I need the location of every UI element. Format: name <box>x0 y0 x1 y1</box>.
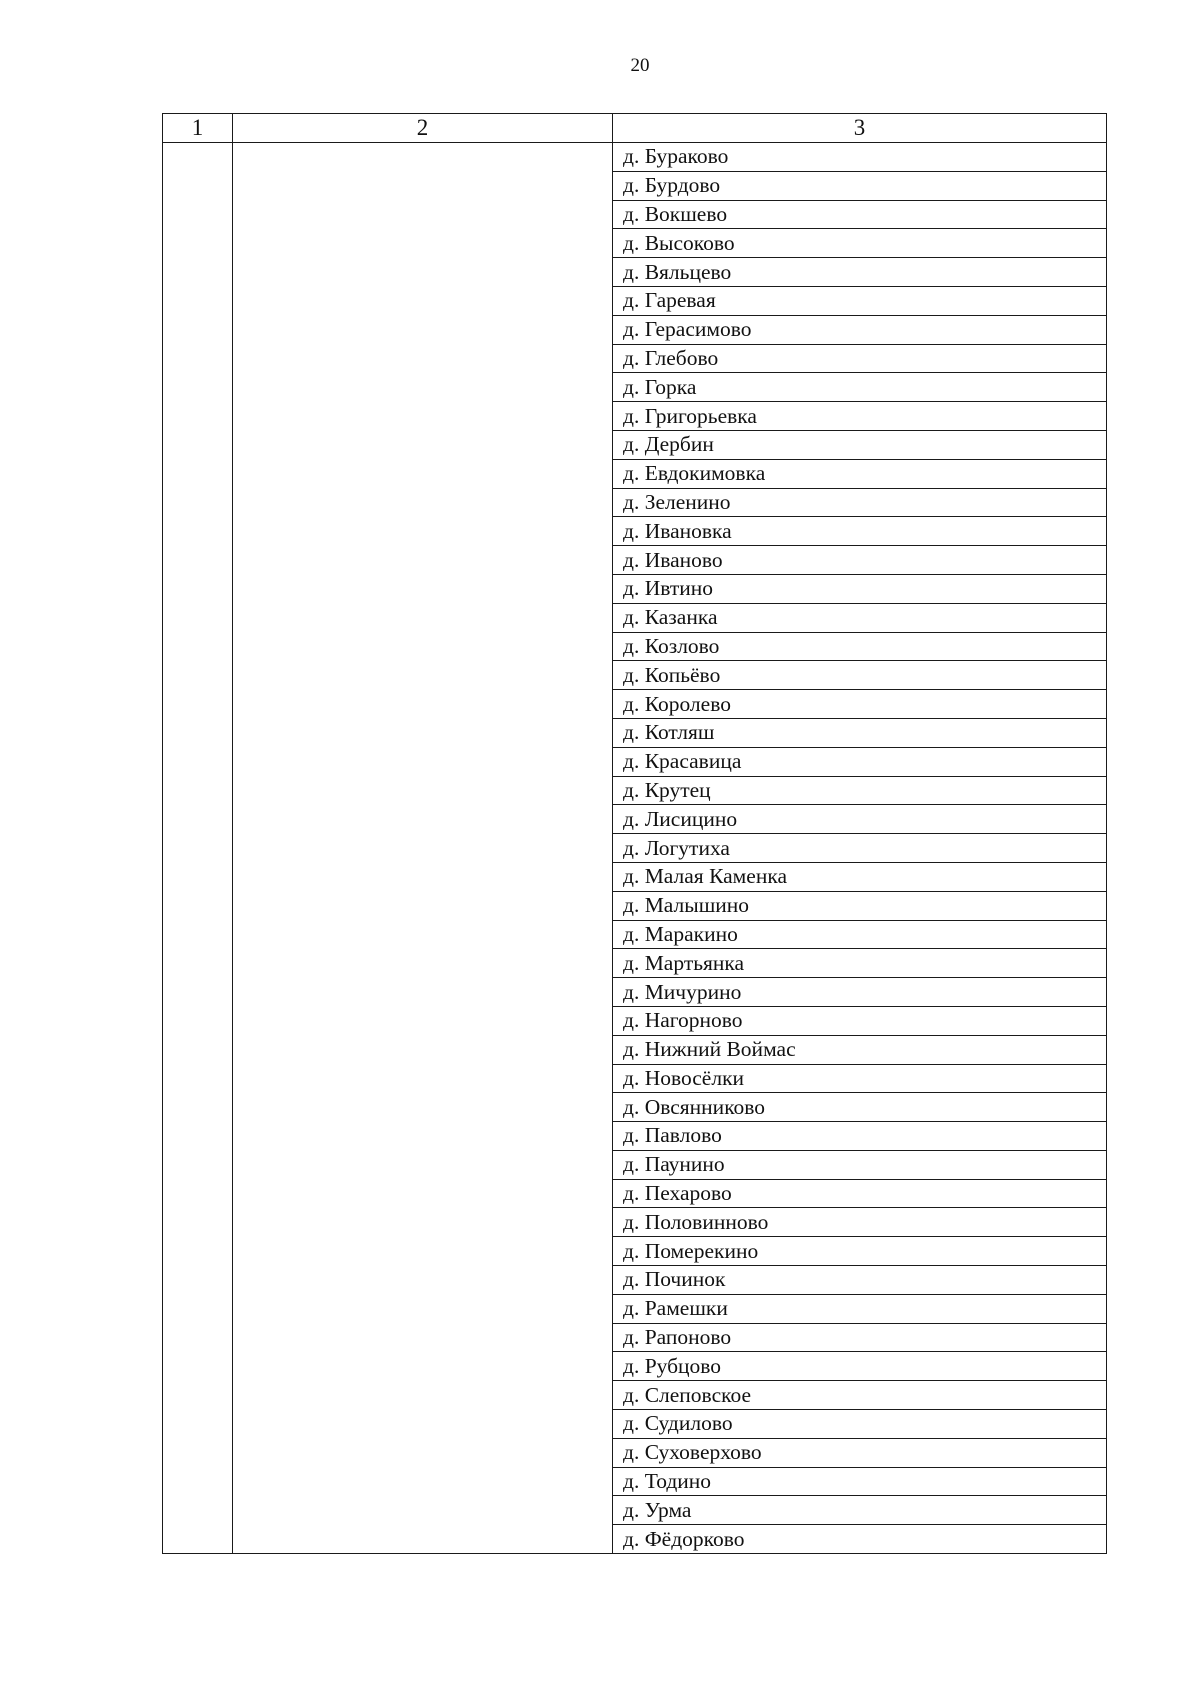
settlement-name: д. Казанка <box>613 603 1107 632</box>
settlement-name: д. Мартьянка <box>613 949 1107 978</box>
settlement-name: д. Котляш <box>613 718 1107 747</box>
settlement-name: д. Слеповское <box>613 1381 1107 1410</box>
settlement-name: д. Мичурино <box>613 978 1107 1007</box>
table-header-row <box>163 114 1107 143</box>
settlement-name: д. Зеленино <box>613 488 1107 517</box>
table-row <box>163 143 1107 172</box>
column-header-1: 1 <box>163 114 233 143</box>
settlement-name: д. Малая Каменка <box>613 862 1107 891</box>
settlement-name: д. Копьёво <box>613 661 1107 690</box>
settlement-name: д. Ивтино <box>613 574 1107 603</box>
settlement-name: д. Новосёлки <box>613 1064 1107 1093</box>
settlement-name: д. Красавица <box>613 747 1107 776</box>
settlement-name: д. Гаревая <box>613 286 1107 315</box>
settlement-name: д. Павлово <box>613 1122 1107 1151</box>
column-header-3: 3 <box>613 114 1107 143</box>
settlement-name: д. Паунино <box>613 1150 1107 1179</box>
settlement-name: д. Вяльцево <box>613 258 1107 287</box>
settlement-name: д. Рапоново <box>613 1323 1107 1352</box>
settlement-name: д. Дербин <box>613 430 1107 459</box>
settlement-name: д. Нагорново <box>613 1006 1107 1035</box>
settlement-name: д. Лисицино <box>613 805 1107 834</box>
settlement-name: д. Королево <box>613 690 1107 719</box>
settlement-name: д. Нижний Воймас <box>613 1035 1107 1064</box>
settlement-name: д. Половинново <box>613 1208 1107 1237</box>
settlement-name: д. Козлово <box>613 632 1107 661</box>
settlement-name: д. Евдокимовка <box>613 459 1107 488</box>
settlement-name: д. Малышино <box>613 891 1107 920</box>
settlement-name: д. Горка <box>613 373 1107 402</box>
settlement-name: д. Ивановка <box>613 517 1107 546</box>
settlement-name: д. Иваново <box>613 546 1107 575</box>
column-1-cell <box>163 143 233 1554</box>
settlement-name: д. Овсянниково <box>613 1093 1107 1122</box>
settlement-name: д. Бурдово <box>613 171 1107 200</box>
settlement-name: д. Бураково <box>613 143 1107 172</box>
settlement-name: д. Глебово <box>613 344 1107 373</box>
table-body <box>163 143 1107 1554</box>
settlement-name: д. Починок <box>613 1266 1107 1295</box>
settlement-name: д. Маракино <box>613 920 1107 949</box>
page-number: 20 <box>630 55 650 76</box>
column-2-cell <box>233 143 613 1554</box>
column-header-2: 2 <box>233 114 613 143</box>
settlement-name: д. Логутиха <box>613 834 1107 863</box>
settlement-name: д. Судилово <box>613 1410 1107 1439</box>
settlement-name: д. Пехарово <box>613 1179 1107 1208</box>
settlement-name: д. Крутец <box>613 776 1107 805</box>
settlement-name: д. Григорьевка <box>613 402 1107 431</box>
settlement-name: д. Тодино <box>613 1467 1107 1496</box>
settlements-table <box>162 113 1107 1554</box>
settlement-name: д. Высоково <box>613 229 1107 258</box>
settlement-name: д. Вокшево <box>613 200 1107 229</box>
settlement-name: д. Рубцово <box>613 1352 1107 1381</box>
settlement-name: д. Суховерхово <box>613 1438 1107 1467</box>
settlement-name: д. Померекино <box>613 1237 1107 1266</box>
settlement-name: д. Рамешки <box>613 1294 1107 1323</box>
settlement-name: д. Урма <box>613 1496 1107 1525</box>
settlement-name: д. Герасимово <box>613 315 1107 344</box>
settlement-name: д. Фёдорково <box>613 1525 1107 1554</box>
